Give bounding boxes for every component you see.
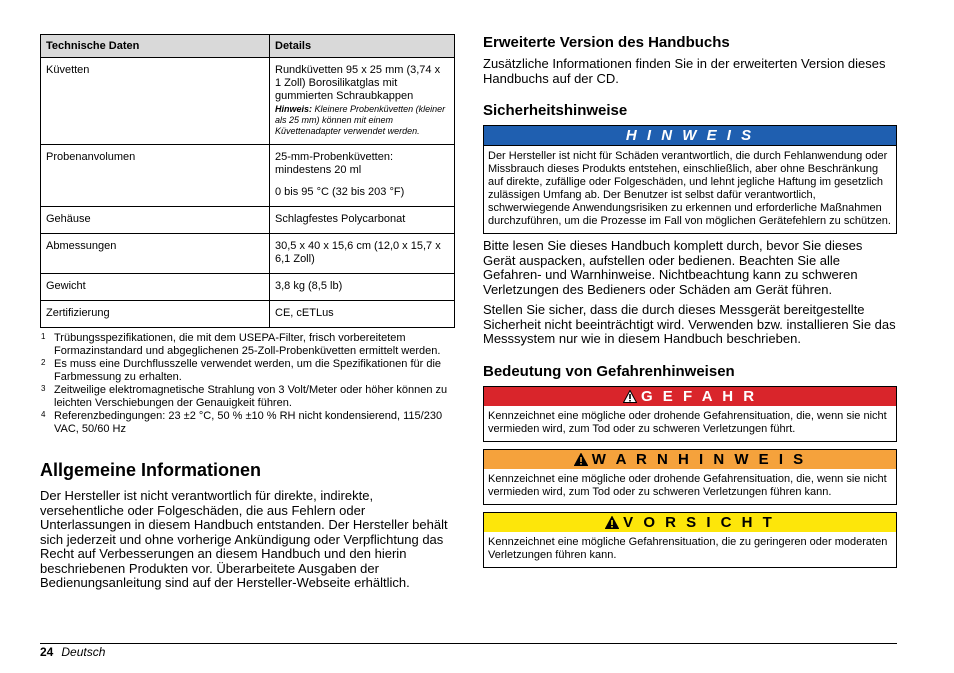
table-row bbox=[41, 234, 455, 274]
cell-text-secondary: 0 bis 95 °C (32 bis 203 °F) bbox=[275, 186, 405, 198]
cell-text: Rundküvetten 95 x 25 mm (3,74 x 1 Zoll) Borosilikatglas mit gummierten Schraubkappen bbox=[275, 64, 441, 102]
gefahr-text: Kennzeichnet eine mögliche oder drohende Gefahrensituation, die, wenn sie nicht vermieden wird, zum Tod oder zu schweren Verletzungen führt. bbox=[488, 409, 887, 435]
footnote-text: Es muss eine Durchflusszelle verwendet werden, um die Spezifikationen für die Farbmessung zu erhalten. bbox=[54, 358, 442, 383]
table-header-row bbox=[41, 35, 455, 58]
vorsicht-title: V O R S I C H T bbox=[623, 513, 775, 531]
footnote-number: 3 bbox=[41, 384, 46, 393]
safety-heading: Sicherheitshinweise bbox=[483, 102, 628, 119]
table-row bbox=[41, 145, 455, 207]
footnote-number: 1 bbox=[41, 332, 46, 341]
footnote bbox=[40, 332, 455, 358]
page-footer bbox=[40, 643, 897, 659]
footnote bbox=[40, 358, 455, 384]
warning-triangle-icon bbox=[623, 390, 637, 403]
table-row bbox=[41, 58, 455, 145]
hinweis-text: Der Hersteller ist nicht für Schäden verantwortlich, die durch Fehlanwendung oder Missbrauch dieses Produkts entstehen, einschließlich, aber ohne Beschränkung auf direkte, zufällige oder Folgeschäden, und lehnt jegliche Haftung im gesetzlich zulässigen Umfang ab. Der Benutzer ist selbst dafür verantwortlich, schwerwiegende Anwendungsrisiken zu erkennen und erforderliche Maßnahmen durchzuführen, um die Prozesse im Fall von möglichen Gerätefehlern zu schützen. bbox=[484, 145, 896, 233]
table-cell-value: CE, cETLus bbox=[270, 301, 455, 328]
warnhinweis-title: W A R N H I N W E I S bbox=[591, 450, 807, 468]
table-cell-value bbox=[270, 145, 455, 207]
table-cell-label: Küvetten bbox=[41, 58, 270, 145]
table-row bbox=[41, 274, 455, 301]
footnote-text: Trübungsspezifikationen, die mit dem USEPA-Filter, frisch vorbereitetem Formazinstandard und abgeglichenen 25-Zoll-Probenküvetten ermittelt werden. bbox=[54, 332, 441, 357]
warning-triangle-icon bbox=[574, 453, 588, 466]
safety-paragraph: Stellen Sie sicher, dass die durch dieses Messgerät bereitgestellte Sicherheit nicht beeinträchtigt wird. Verwenden bzw. installieren Sie das Messsystem nur wie in diesem Handbuch beschrieben. bbox=[483, 302, 896, 346]
warning-triangle-icon bbox=[605, 516, 619, 529]
extended-version-text: Zusätzliche Informationen finden Sie in der erweiterten Version dieses Handbuchs auf der CD. bbox=[483, 56, 886, 86]
vorsicht-header bbox=[484, 513, 896, 532]
footnote-text: Zeitweilige elektromagnetische Strahlung von 3 Volt/Meter oder höher können zu leichten Verschiebungen der Genauigkeit führen. bbox=[54, 384, 448, 409]
gefahr-box bbox=[483, 386, 897, 442]
warnhinweis-text: Kennzeichnet eine mögliche oder drohende Gefahrensituation, die, wenn sie nicht vermieden wird, zum Tod oder zu schweren Verletzungen führen kann. bbox=[488, 472, 887, 498]
extended-version-heading: Erweiterte Version des Handbuchs bbox=[483, 34, 730, 51]
hazard-meaning-heading: Bedeutung von Gefahrenhinweisen bbox=[483, 362, 735, 380]
table-row bbox=[41, 301, 455, 328]
table-cell-value bbox=[270, 58, 455, 145]
footnote-text: Referenzbedingungen: 23 ±2 °C, 50 % ±10 % RH nicht kondensierend, 115/230 VAC, 50/60 Hz bbox=[54, 410, 443, 435]
specs-table bbox=[40, 34, 455, 328]
vorsicht-box bbox=[483, 512, 897, 568]
gefahr-header bbox=[484, 387, 896, 406]
warnhinweis-header bbox=[484, 450, 896, 469]
gefahr-title: G E F A H R bbox=[640, 387, 758, 405]
column-header: Technische Daten bbox=[41, 35, 270, 58]
table-cell-label: Zertifizierung bbox=[41, 301, 270, 328]
cell-text: 25-mm-Probenküvetten: mindestens 20 ml bbox=[275, 151, 393, 176]
footnote-number: 2 bbox=[41, 358, 46, 367]
right-column bbox=[483, 34, 897, 568]
table-cell-label: Probenanvolumen bbox=[41, 145, 270, 207]
footer-text bbox=[40, 644, 897, 659]
table-cell-value: 30,5 x 40 x 15,6 cm (12,0 x 15,7 x 6,1 Zoll) bbox=[270, 234, 455, 274]
safety-paragraph: Bitte lesen Sie dieses Handbuch komplett durch, bevor Sie dieses Gerät auspacken, aufstellen oder bedienen. Beachten Sie alle Gefahren- und Warnhinweise. Nichtbeachtung kann zu schweren Verletzungen des Bedieners oder Schäden am Gerät führen. bbox=[483, 238, 863, 297]
note-text: Kleinere Probenküvetten (kleiner als 25 mm) können mit einem Küvettenadapter verwendet werden. bbox=[275, 104, 446, 136]
footnote-number: 4 bbox=[41, 410, 46, 419]
table-cell-label: Gewicht bbox=[41, 274, 270, 301]
general-info-heading: Allgemeine Informationen bbox=[40, 460, 262, 480]
table-cell-label: Gehäuse bbox=[41, 207, 270, 234]
footnotes bbox=[40, 332, 455, 436]
vorsicht-text: Kennzeichnet eine mögliche Gefahrensituation, die zu geringeren oder moderaten Verletzungen führen kann. bbox=[488, 535, 888, 561]
footnote bbox=[40, 384, 455, 410]
column-header: Details bbox=[270, 35, 455, 58]
hinweis-title: H I N W E I S bbox=[484, 126, 896, 145]
table-row bbox=[41, 207, 455, 234]
table-cell-value: Schlagfestes Polycarbonat bbox=[270, 207, 455, 234]
general-info-text: Der Hersteller ist nicht verantwortlich für direkte, indirekte, versehentliche oder Folgeschäden, die aus Fehlern oder Unterlassungen in diesem Handbuch entstanden. Der Hersteller behält sich jederzeit und ohne vorherige Ankündigung oder Verpflichtung das Recht auf Verbesserungen an diesem Handbuch und den hierin beschriebenen Produkten vor. Überarbeitete Ausgaben der Bedienungsanleitung sind auf der Hersteller-Webseite erhältlich. bbox=[40, 488, 448, 590]
footnote bbox=[40, 410, 455, 436]
note-label: Hinweis: bbox=[275, 104, 313, 114]
cell-note bbox=[275, 104, 449, 137]
left-column bbox=[40, 34, 455, 591]
hinweis-box bbox=[483, 125, 897, 234]
warnhinweis-box bbox=[483, 449, 897, 505]
table-cell-value: 3,8 kg (8,5 lb) bbox=[270, 274, 455, 301]
page-number: 24 bbox=[40, 645, 54, 659]
footer-language: Deutsch bbox=[61, 645, 106, 659]
table-cell-label: Abmessungen bbox=[41, 234, 270, 274]
